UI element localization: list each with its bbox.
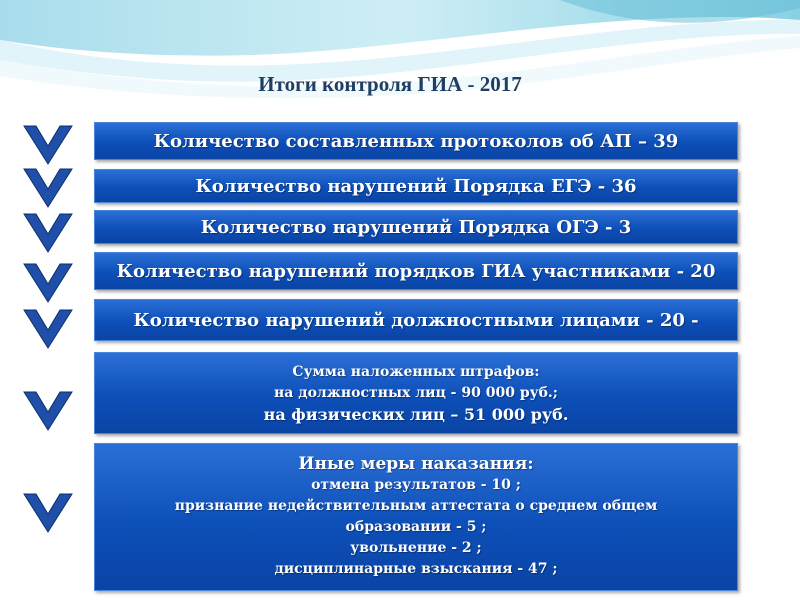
official-violations-box	[94, 299, 738, 341]
participant-violations-text: Количество нарушений порядков ГИА участниками - 20	[116, 260, 716, 282]
oge-violations-box	[94, 210, 738, 244]
participant-violations-box	[94, 252, 738, 290]
chevron-down-icon	[22, 124, 74, 166]
fines-individuals: на физических лиц – 51 000 руб.	[263, 404, 569, 424]
fines-header: Сумма наложенных штрафов:	[292, 363, 540, 380]
official-violations-text: Количество нарушений должностными лицами - 20 -	[133, 309, 699, 331]
chevron-down-icon	[22, 492, 74, 534]
fines-box	[94, 352, 738, 434]
page-title: Итоги контроля ГИА - 2017	[258, 72, 522, 96]
measures-box	[94, 443, 738, 591]
fines-officials: на должностных лиц - 90 000 руб.;	[274, 384, 558, 401]
measures-header: Иные меры наказания:	[298, 454, 534, 474]
chevron-down-icon	[22, 308, 74, 350]
ege-violations-text: Количество нарушений Порядка ЕГЭ - 36	[195, 175, 637, 197]
measures-disciplinary: дисциплинарные взыскания - 47 ;	[274, 561, 558, 577]
chevron-down-icon	[22, 167, 74, 209]
measures-dismissal: увольнение - 2 ;	[350, 540, 482, 556]
chevron-down-icon	[22, 212, 74, 254]
oge-violations-text: Количество нарушений Порядка ОГЭ - 3	[200, 216, 632, 238]
ege-violations-box	[94, 169, 738, 203]
measures-invalid-certificate: признание недействительным аттестата о среднем общем	[174, 498, 658, 514]
chevron-down-icon	[22, 390, 74, 432]
chevron-down-icon	[22, 262, 74, 304]
measures-cancel-results: отмена результатов - 10 ;	[311, 477, 521, 493]
protocols-count-box	[94, 122, 738, 160]
measures-invalid-certificate-cont: образовании - 5 ;	[345, 519, 487, 535]
protocols-count-text: Количество составленных протоколов об АП – 39	[153, 130, 679, 152]
